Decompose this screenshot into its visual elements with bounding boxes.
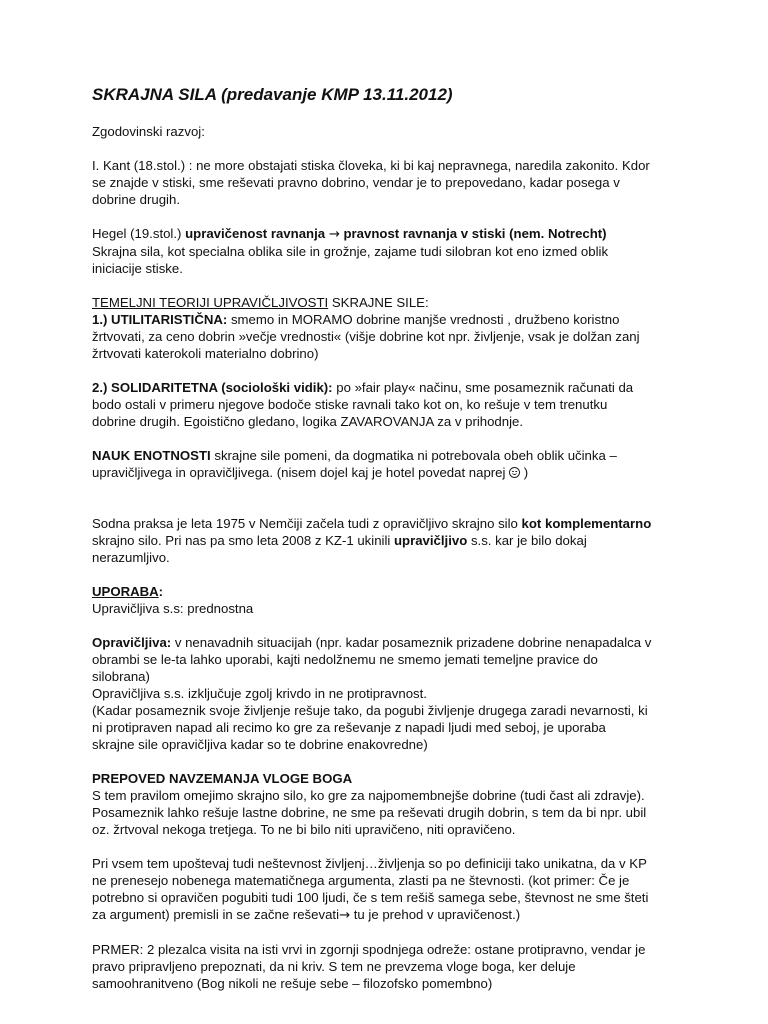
theories-heading-underlined: TEMELJNI TEORIJI UPRAVIČLJIVOSTI <box>92 295 329 310</box>
theory-2-paragraph <box>92 379 652 430</box>
usage-justifiable: Upravičljiva s.s: prednostna <box>92 601 254 616</box>
history-heading: Zgodovinski razvoj: <box>92 124 205 139</box>
usage-heading: UPORABA <box>92 584 159 599</box>
case-law-text-3: s.s. kar je bilo dokaj nerazumljivo. <box>92 533 587 565</box>
usage-heading-colon: : <box>158 584 164 599</box>
smiley-icon <box>509 467 520 478</box>
unity-label: NAUK ENOTNOSTI <box>92 448 211 463</box>
document-title: SKRAJNA SILA (predavanje KMP 13.11.2012) <box>92 85 453 104</box>
excusable-text-2: Opravičljiva s.s. izključuje zgolj krivdo in ne protipravnost. <box>92 686 427 701</box>
hegel-text: Skrajna sila, kot specialna oblika sile in grožnje, zajame tudi silobran kot eno izmed oblik iniciacije stiske. <box>92 244 609 276</box>
countability-paragraph <box>92 855 652 924</box>
theory-1-text: smemo in MORAMO dobrine manjše vrednosti , družbeno koristno žrtvovati, za ceno dobrin »večje vrednosti« (višje dobrine kot npr. življenje, vsak je dolžan zanj žrtvovati katerokoli materialno dobrino) <box>92 312 640 361</box>
excusable-text: v nenavadnih situacijah (npr. kadar posameznik prizadene dobrine nenapadalca v obrambi se le-ta lahko uporabi, kajti nedolžnemu ne smemo jemati temeljne pravice do silobrana) <box>92 635 652 684</box>
excusable-text-3: (Kadar posameznik svoje življenje rešuje tako, da pogubi življenje drugega zaradi nevarnosti, ki ni protipraven napad ali recimo ko gre za reševanje z napadi ljudi med seboj, je uporaba skrajne sile opravičljiva kadar so te dobrine enakovredne) <box>92 703 648 752</box>
theories-heading-rest: SKRAJNE SILE: <box>328 295 429 310</box>
theory-2-label: 2.) SOLIDARITETNA (sociološki vidik): <box>92 380 333 395</box>
god-paragraph <box>92 770 652 838</box>
countability-end: tu je prehod v upravičenost.) <box>350 907 521 922</box>
case-law-text-2: skrajno silo. Pri nas pa smo leta 2008 z KZ-1 ukinili <box>92 533 394 548</box>
case-law-paragraph <box>92 515 652 566</box>
document-body <box>92 84 652 1009</box>
hegel-bold: upravičenost ravnanja <box>185 226 329 241</box>
excusable-paragraph <box>92 634 652 753</box>
arrow-right-icon: → <box>339 908 351 923</box>
case-law-bold-1: kot komplementarno <box>521 516 652 531</box>
theories-block <box>92 294 652 362</box>
unity-text: skrajne sile pomeni, da dogmatika ni potrebovala obeh oblik učinka – upravičljivega in opravičljivega. (nisem dojel kaj je hotel povedat naprej <box>92 448 617 480</box>
theory-1-label: 1.) UTILITARISTIČNA: <box>92 312 228 327</box>
theory-2-text: po »fair play« načinu, sme posameznik računati da bodo ostali v primeru njegove bodoče stiske ravnali tako kot on, ko rešuje v tem trenutku dobrine drugih. Egoistično gledano, logika ZAVAROVANJA za v prihodnje. <box>92 380 634 429</box>
god-text: S tem pravilom omejimo skrajno silo, ko gre za najpomembnejše dobrine (tudi čast ali zdravje). Posameznik lahko rešuje lastne dobrine, ne sme pa reševati drugih dobrin, s tem da bi npr. ubil oz. žrtvoval nekoga tretjega. To ne bi bilo niti upravičeno, niti opravičeno. <box>92 788 647 837</box>
usage-block <box>92 583 652 617</box>
unity-paragraph <box>92 447 652 481</box>
example-paragraph: PRMER: 2 plezalca visita na isti vrvi in zgornji spodnjega odreže: ostane protipravno, vendar je pravo pripravljeno prepoznati, da ni kriv. S tem ne prevzema vloge boga, ker deluje samoohranitveno (Bog nikoli ne rešuje sebe – filozofsko pomembno) <box>92 942 646 991</box>
hegel-paragraph <box>92 225 652 277</box>
hegel-intro: Hegel (19.stol.) <box>92 226 186 241</box>
god-heading: PREPOVED NAVZEMANJA VLOGE BOGA <box>92 771 353 786</box>
excusable-label: Opravičljiva: <box>92 635 172 650</box>
hegel-bold-2: pravnost ravnanja v stiski (nem. Notrecht) <box>339 226 607 241</box>
kant-paragraph: I. Kant (18.stol.) : ne more obstajati stiska človeka, ki bi kaj nepravnega, naredila zakonito. Kdor se znajde v stiski, sme reševati pravno dobrino, vendar je to prepovedano, kadar posega v dobrine drugih. <box>92 158 650 207</box>
case-law-bold-2: upravičljivo <box>393 533 468 548</box>
unity-end: ) <box>520 465 529 480</box>
countability-text: Pri vsem tem upoštevaj tudi neštevnost življenj…življenja so po definiciji tako unikatna, da v KP ne prenesejo nobenega matematičnega argumenta, zlasti pa ne števnosti. (kot primer: Če je potrebno si opravičen pogubiti tudi 100 ljudi, če s tem rešiš samega sebe, števnost ne sme šteti za argument) premisli in se začne reševati <box>92 856 649 922</box>
case-law-text-1: Sodna praksa je leta 1975 v Nemčiji začela tudi z opravičljivo skrajno silo <box>92 516 522 531</box>
arrow-right-icon: → <box>328 227 340 242</box>
